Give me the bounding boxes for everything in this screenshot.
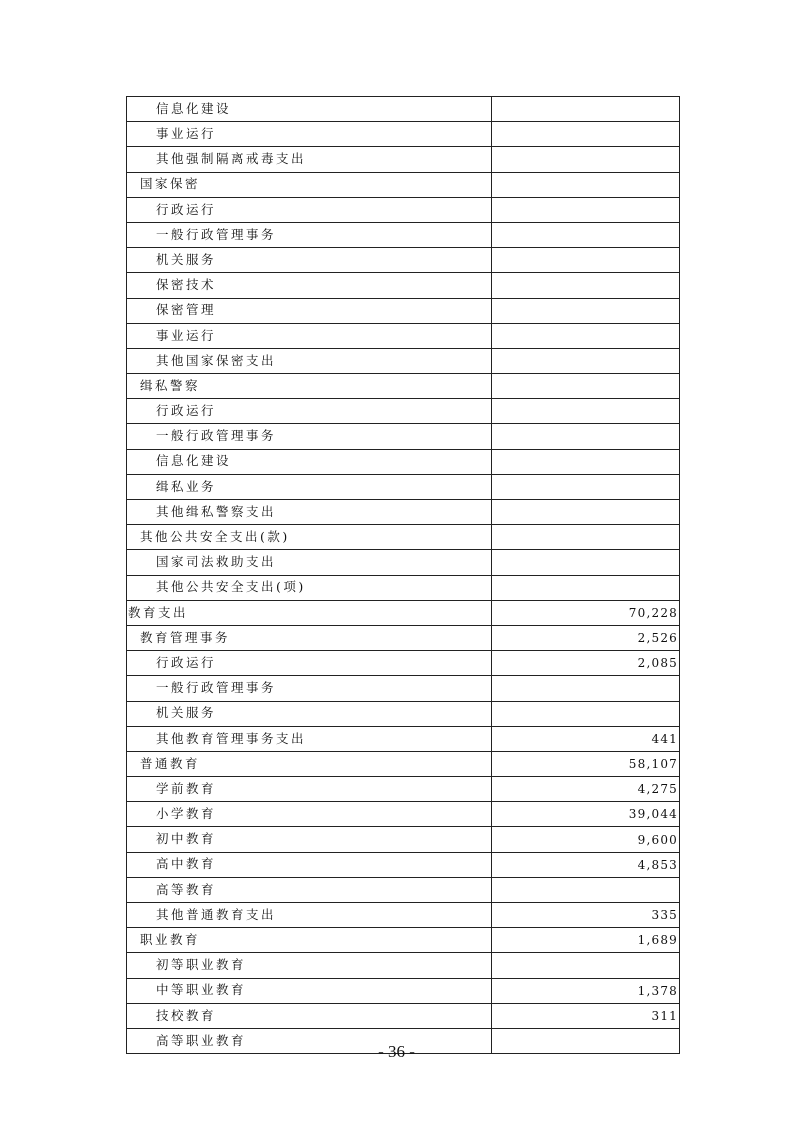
amount-cell [492, 953, 680, 978]
table-row [127, 726, 680, 751]
item-name-cell: 其他公共安全支出(项) [127, 575, 492, 600]
table-row [127, 751, 680, 776]
item-name-cell: 行政运行 [127, 197, 492, 222]
item-name-cell: 学前教育 [127, 777, 492, 802]
table-row [127, 852, 680, 877]
table-row [127, 550, 680, 575]
item-name-cell: 其他公共安全支出(款) [127, 525, 492, 550]
table-row [127, 1003, 680, 1028]
table-row [127, 600, 680, 625]
table-row [127, 575, 680, 600]
amount-cell: 2,085 [492, 651, 680, 676]
expenditure-table [126, 96, 680, 1054]
item-name-cell: 其他普通教育支出 [127, 903, 492, 928]
amount-cell [492, 474, 680, 499]
table-row [127, 978, 680, 1003]
table-row [127, 197, 680, 222]
item-name-cell: 初中教育 [127, 827, 492, 852]
amount-cell [492, 348, 680, 373]
item-name-cell: 教育支出 [127, 600, 492, 625]
table-row [127, 625, 680, 650]
table-row [127, 877, 680, 902]
item-name-cell: 机关服务 [127, 248, 492, 273]
amount-cell [492, 222, 680, 247]
item-name-cell: 事业运行 [127, 323, 492, 348]
amount-cell [492, 248, 680, 273]
item-name-cell: 职业教育 [127, 928, 492, 953]
item-name-cell: 技校教育 [127, 1003, 492, 1028]
amount-cell: 2,526 [492, 625, 680, 650]
amount-cell [492, 500, 680, 525]
table-row [127, 172, 680, 197]
table-row [127, 323, 680, 348]
item-name-cell: 国家保密 [127, 172, 492, 197]
amount-cell [492, 575, 680, 600]
amount-cell: 335 [492, 903, 680, 928]
amount-cell [492, 676, 680, 701]
table-row [127, 474, 680, 499]
table-row [127, 222, 680, 247]
table-row [127, 147, 680, 172]
item-name-cell: 缉私业务 [127, 474, 492, 499]
item-name-cell: 缉私警察 [127, 374, 492, 399]
table-row [127, 928, 680, 953]
amount-cell [492, 273, 680, 298]
item-name-cell: 一般行政管理事务 [127, 676, 492, 701]
amount-cell [492, 550, 680, 575]
amount-cell: 4,275 [492, 777, 680, 802]
item-name-cell: 其他强制隔离戒毒支出 [127, 147, 492, 172]
table-row [127, 374, 680, 399]
item-name-cell: 一般行政管理事务 [127, 222, 492, 247]
page-number: - 36 - [378, 1042, 415, 1061]
amount-cell: 9,600 [492, 827, 680, 852]
table-row [127, 273, 680, 298]
table-row [127, 122, 680, 147]
amount-cell: 311 [492, 1003, 680, 1028]
amount-cell: 39,044 [492, 802, 680, 827]
amount-cell: 58,107 [492, 751, 680, 776]
table-row [127, 676, 680, 701]
amount-cell [492, 399, 680, 424]
table-row [127, 248, 680, 273]
table-row [127, 651, 680, 676]
table-row [127, 298, 680, 323]
table-row [127, 449, 680, 474]
table-row [127, 802, 680, 827]
amount-cell [492, 197, 680, 222]
item-name-cell: 初等职业教育 [127, 953, 492, 978]
amount-cell [492, 424, 680, 449]
item-name-cell: 其他缉私警察支出 [127, 500, 492, 525]
item-name-cell: 信息化建设 [127, 449, 492, 474]
item-name-cell: 机关服务 [127, 701, 492, 726]
item-name-cell: 一般行政管理事务 [127, 424, 492, 449]
amount-cell: 1,378 [492, 978, 680, 1003]
amount-cell: 70,228 [492, 600, 680, 625]
amount-cell [492, 323, 680, 348]
amount-cell [492, 374, 680, 399]
amount-cell: 1,689 [492, 928, 680, 953]
item-name-cell: 其他教育管理事务支出 [127, 726, 492, 751]
amount-cell [492, 701, 680, 726]
item-name-cell: 保密技术 [127, 273, 492, 298]
amount-cell: 441 [492, 726, 680, 751]
item-name-cell: 信息化建设 [127, 97, 492, 122]
table-row [127, 777, 680, 802]
table-row [127, 399, 680, 424]
table-row [127, 701, 680, 726]
amount-cell [492, 147, 680, 172]
item-name-cell: 行政运行 [127, 399, 492, 424]
amount-cell [492, 298, 680, 323]
amount-cell: 4,853 [492, 852, 680, 877]
table-row [127, 97, 680, 122]
item-name-cell: 保密管理 [127, 298, 492, 323]
table-row [127, 500, 680, 525]
amount-cell [492, 172, 680, 197]
table-body [127, 97, 680, 1054]
item-name-cell: 小学教育 [127, 802, 492, 827]
item-name-cell: 普通教育 [127, 751, 492, 776]
table-row [127, 348, 680, 373]
item-name-cell: 高中教育 [127, 852, 492, 877]
amount-cell [492, 97, 680, 122]
item-name-cell: 教育管理事务 [127, 625, 492, 650]
item-name-cell: 其他国家保密支出 [127, 348, 492, 373]
table-row [127, 827, 680, 852]
item-name-cell: 国家司法救助支出 [127, 550, 492, 575]
item-name-cell: 事业运行 [127, 122, 492, 147]
amount-cell [492, 122, 680, 147]
table-row [127, 424, 680, 449]
item-name-cell: 高等职业教育 [127, 1028, 492, 1053]
amount-cell [492, 877, 680, 902]
item-name-cell: 中等职业教育 [127, 978, 492, 1003]
table-row [127, 953, 680, 978]
amount-cell [492, 449, 680, 474]
item-name-cell: 行政运行 [127, 651, 492, 676]
table-row [127, 525, 680, 550]
amount-cell [492, 525, 680, 550]
table-row [127, 903, 680, 928]
item-name-cell: 高等教育 [127, 877, 492, 902]
